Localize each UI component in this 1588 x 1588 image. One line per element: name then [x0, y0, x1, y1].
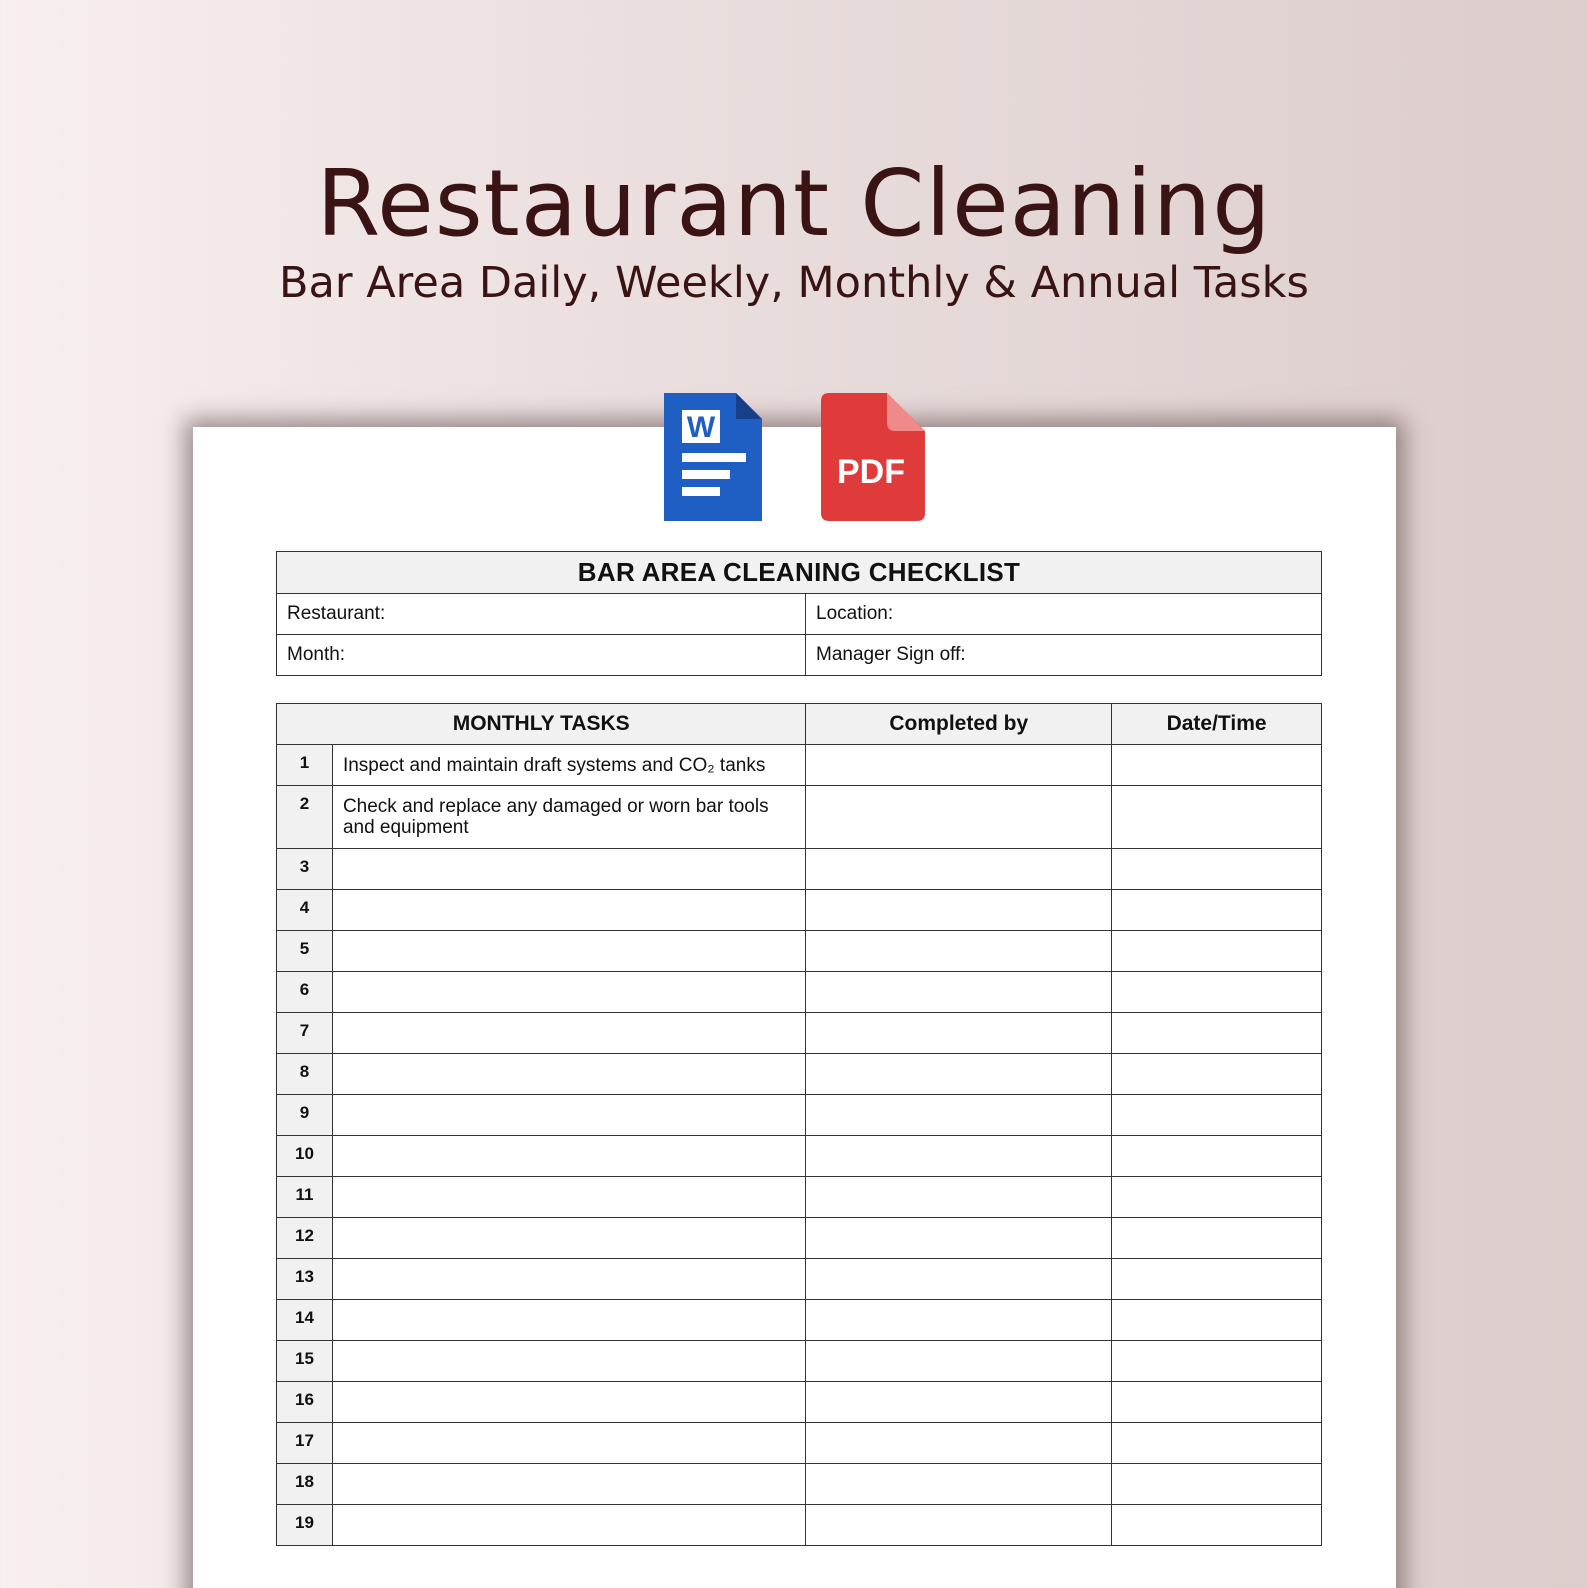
- pdf-document-icon[interactable]: [821, 393, 925, 521]
- date-time-cell[interactable]: [1112, 1505, 1322, 1546]
- checklist-header-table: [276, 551, 1322, 676]
- row-number: 17: [277, 1423, 333, 1464]
- date-time-cell[interactable]: [1112, 1054, 1322, 1095]
- date-time-cell[interactable]: [1112, 972, 1322, 1013]
- date-time-cell[interactable]: [1112, 849, 1322, 890]
- row-number: 4: [277, 890, 333, 931]
- table-row: [277, 890, 1322, 931]
- date-time-cell[interactable]: [1112, 1382, 1322, 1423]
- task-cell[interactable]: Inspect and maintain draft systems and CO₂ tanks: [332, 745, 805, 786]
- completed-by-cell[interactable]: [806, 1300, 1112, 1341]
- page-subtitle: Bar Area Daily, Weekly, Monthly & Annual Tasks: [279, 258, 1309, 308]
- table-row: [277, 786, 1322, 849]
- date-time-cell[interactable]: [1112, 1300, 1322, 1341]
- row-number: 2: [277, 786, 333, 849]
- row-number: 9: [277, 1095, 333, 1136]
- table-header-row: [277, 704, 1322, 745]
- date-time-cell[interactable]: [1112, 890, 1322, 931]
- completed-by-cell[interactable]: [806, 1505, 1112, 1546]
- completed-by-cell[interactable]: [806, 1218, 1112, 1259]
- completed-by-cell[interactable]: [806, 1013, 1112, 1054]
- completed-by-cell[interactable]: [806, 972, 1112, 1013]
- row-number: 10: [277, 1136, 333, 1177]
- date-time-cell[interactable]: [1112, 786, 1322, 849]
- restaurant-field[interactable]: Restaurant:: [277, 594, 806, 635]
- row-number: 6: [277, 972, 333, 1013]
- date-time-cell[interactable]: [1112, 1136, 1322, 1177]
- completed-by-cell[interactable]: [806, 931, 1112, 972]
- date-time-cell[interactable]: [1112, 1013, 1322, 1054]
- row-number: 11: [277, 1177, 333, 1218]
- row-number: 13: [277, 1259, 333, 1300]
- row-number: 18: [277, 1464, 333, 1505]
- page-title: Restaurant Cleaning: [316, 150, 1272, 257]
- table-row: [277, 1259, 1322, 1300]
- completed-by-cell[interactable]: [806, 1054, 1112, 1095]
- date-time-cell[interactable]: [1112, 1218, 1322, 1259]
- row-number: 16: [277, 1382, 333, 1423]
- table-row: [277, 1177, 1322, 1218]
- completed-by-cell[interactable]: [806, 1095, 1112, 1136]
- table-row: [277, 1095, 1322, 1136]
- table-row: [277, 1013, 1322, 1054]
- location-field[interactable]: Location:: [806, 594, 1322, 635]
- checklist-title: BAR AREA CLEANING CHECKLIST: [277, 552, 1322, 594]
- task-cell[interactable]: [332, 1423, 805, 1464]
- completed-by-cell[interactable]: [806, 1423, 1112, 1464]
- table-row: [277, 1423, 1322, 1464]
- completed-by-cell[interactable]: [806, 849, 1112, 890]
- task-cell[interactable]: [332, 1259, 805, 1300]
- task-cell[interactable]: [332, 1218, 805, 1259]
- table-row: [277, 1054, 1322, 1095]
- manager-signoff-field[interactable]: Manager Sign off:: [806, 635, 1322, 676]
- date-time-cell[interactable]: [1112, 1259, 1322, 1300]
- task-cell[interactable]: Check and replace any damaged or worn bar tools and equipment: [332, 786, 805, 849]
- task-cell[interactable]: [332, 972, 805, 1013]
- row-number: 1: [277, 745, 333, 786]
- row-number: 14: [277, 1300, 333, 1341]
- monthly-tasks-table: [276, 703, 1322, 1546]
- date-time-cell[interactable]: [1112, 1464, 1322, 1505]
- task-cell[interactable]: [332, 931, 805, 972]
- task-cell[interactable]: [332, 1505, 805, 1546]
- table-row: [277, 1218, 1322, 1259]
- date-time-cell[interactable]: [1112, 1423, 1322, 1464]
- completed-by-cell[interactable]: [806, 786, 1112, 849]
- date-time-cell[interactable]: [1112, 931, 1322, 972]
- month-field[interactable]: Month:: [277, 635, 806, 676]
- table-row: [277, 1136, 1322, 1177]
- date-time-cell[interactable]: [1112, 745, 1322, 786]
- row-number: 5: [277, 931, 333, 972]
- row-number: 8: [277, 1054, 333, 1095]
- header-monthly-tasks: MONTHLY TASKS: [277, 704, 806, 745]
- pdf-label: PDF: [837, 453, 905, 491]
- table-row: [277, 1341, 1322, 1382]
- row-number: 3: [277, 849, 333, 890]
- completed-by-cell[interactable]: [806, 1382, 1112, 1423]
- date-time-cell[interactable]: [1112, 1177, 1322, 1218]
- row-number: 12: [277, 1218, 333, 1259]
- task-cell[interactable]: [332, 1095, 805, 1136]
- table-row: [277, 1382, 1322, 1423]
- completed-by-cell[interactable]: [806, 1136, 1112, 1177]
- date-time-cell[interactable]: [1112, 1095, 1322, 1136]
- task-cell[interactable]: [332, 1013, 805, 1054]
- completed-by-cell[interactable]: [806, 890, 1112, 931]
- task-cell[interactable]: [332, 849, 805, 890]
- task-cell[interactable]: [332, 1300, 805, 1341]
- table-row: [277, 1464, 1322, 1505]
- table-row: [277, 1505, 1322, 1546]
- table-row: [277, 849, 1322, 890]
- header-date-time: Date/Time: [1112, 704, 1322, 745]
- task-cell[interactable]: [332, 890, 805, 931]
- task-cell[interactable]: [332, 1054, 805, 1095]
- task-cell[interactable]: [332, 1341, 805, 1382]
- completed-by-cell[interactable]: [806, 745, 1112, 786]
- table-row: [277, 972, 1322, 1013]
- date-time-cell[interactable]: [1112, 1341, 1322, 1382]
- completed-by-cell[interactable]: [806, 1464, 1112, 1505]
- row-number: 19: [277, 1505, 333, 1546]
- row-number: 15: [277, 1341, 333, 1382]
- table-row: [277, 1300, 1322, 1341]
- header-completed-by: Completed by: [806, 704, 1112, 745]
- table-row: [277, 931, 1322, 972]
- task-cell[interactable]: [332, 1177, 805, 1218]
- completed-by-cell[interactable]: [806, 1259, 1112, 1300]
- completed-by-cell[interactable]: [806, 1341, 1112, 1382]
- task-cell[interactable]: [332, 1136, 805, 1177]
- completed-by-cell[interactable]: [806, 1177, 1112, 1218]
- row-number: 7: [277, 1013, 333, 1054]
- task-rows: [277, 745, 1322, 1546]
- task-cell[interactable]: [332, 1382, 805, 1423]
- task-cell[interactable]: [332, 1464, 805, 1505]
- word-document-icon[interactable]: [664, 393, 762, 521]
- word-letter: W: [686, 411, 716, 444]
- table-row: [277, 745, 1322, 786]
